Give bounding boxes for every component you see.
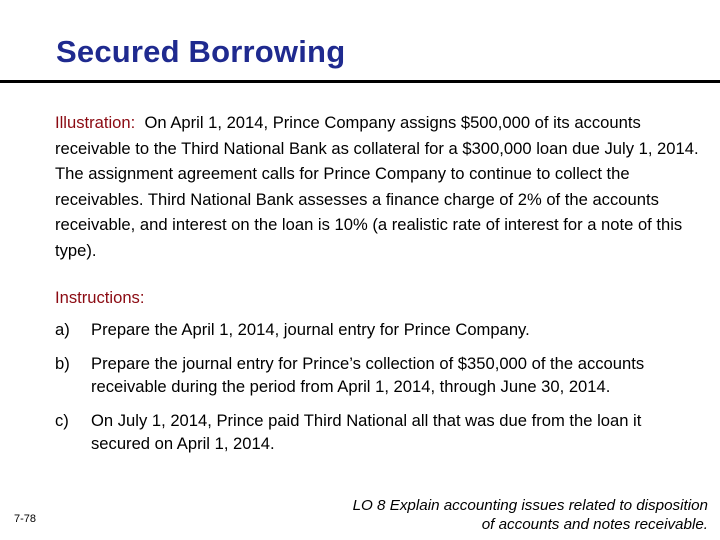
learning-objective-line-2: of accounts and notes receivable. [481,516,708,533]
instruction-letter: a) [55,320,70,339]
instructions-list [55,318,675,466]
instruction-item-c [55,409,675,456]
instruction-text: Prepare the April 1, 2014, journal entry for Prince Company. [91,320,530,339]
instruction-letter: b) [55,353,70,373]
instruction-item-a [55,318,675,342]
learning-objective-line-1: LO 8 Explain accounting issues related to disposition [352,497,708,514]
instruction-text: Prepare the journal entry for Prince’s collection of $350,000 of the accounts receivable during the period from April 1, 2014, through June 30, 2014. [91,353,645,396]
instruction-letter: c) [55,410,69,430]
instructions-label: Instructions: [55,288,145,307]
instruction-text: On July 1, 2014, Prince paid Third National all that was due from the loan it secured on April 1, 2014. [91,410,642,453]
title-divider [0,80,720,83]
illustration-text: On April 1, 2014, Prince Company assigns $500,000 of its accounts receivable to the Third National Bank as collateral for a $300,000 loan due July 1, 2014. The assignment agreement calls for Prince Company to continue to collect the receivables. Third National Bank assesses a finance charge of 2% of the accounts receivable, and interest on the loan is 10% (a realistic rate of interest for a note of this type). [55,113,699,260]
illustration-label: Illustration: [55,113,136,132]
illustration-paragraph [55,110,703,264]
slide-title: Secured Borrowing [56,34,346,69]
instruction-item-b [55,352,675,399]
slide-number: 7-78 [14,513,37,525]
learning-objective [268,496,708,534]
